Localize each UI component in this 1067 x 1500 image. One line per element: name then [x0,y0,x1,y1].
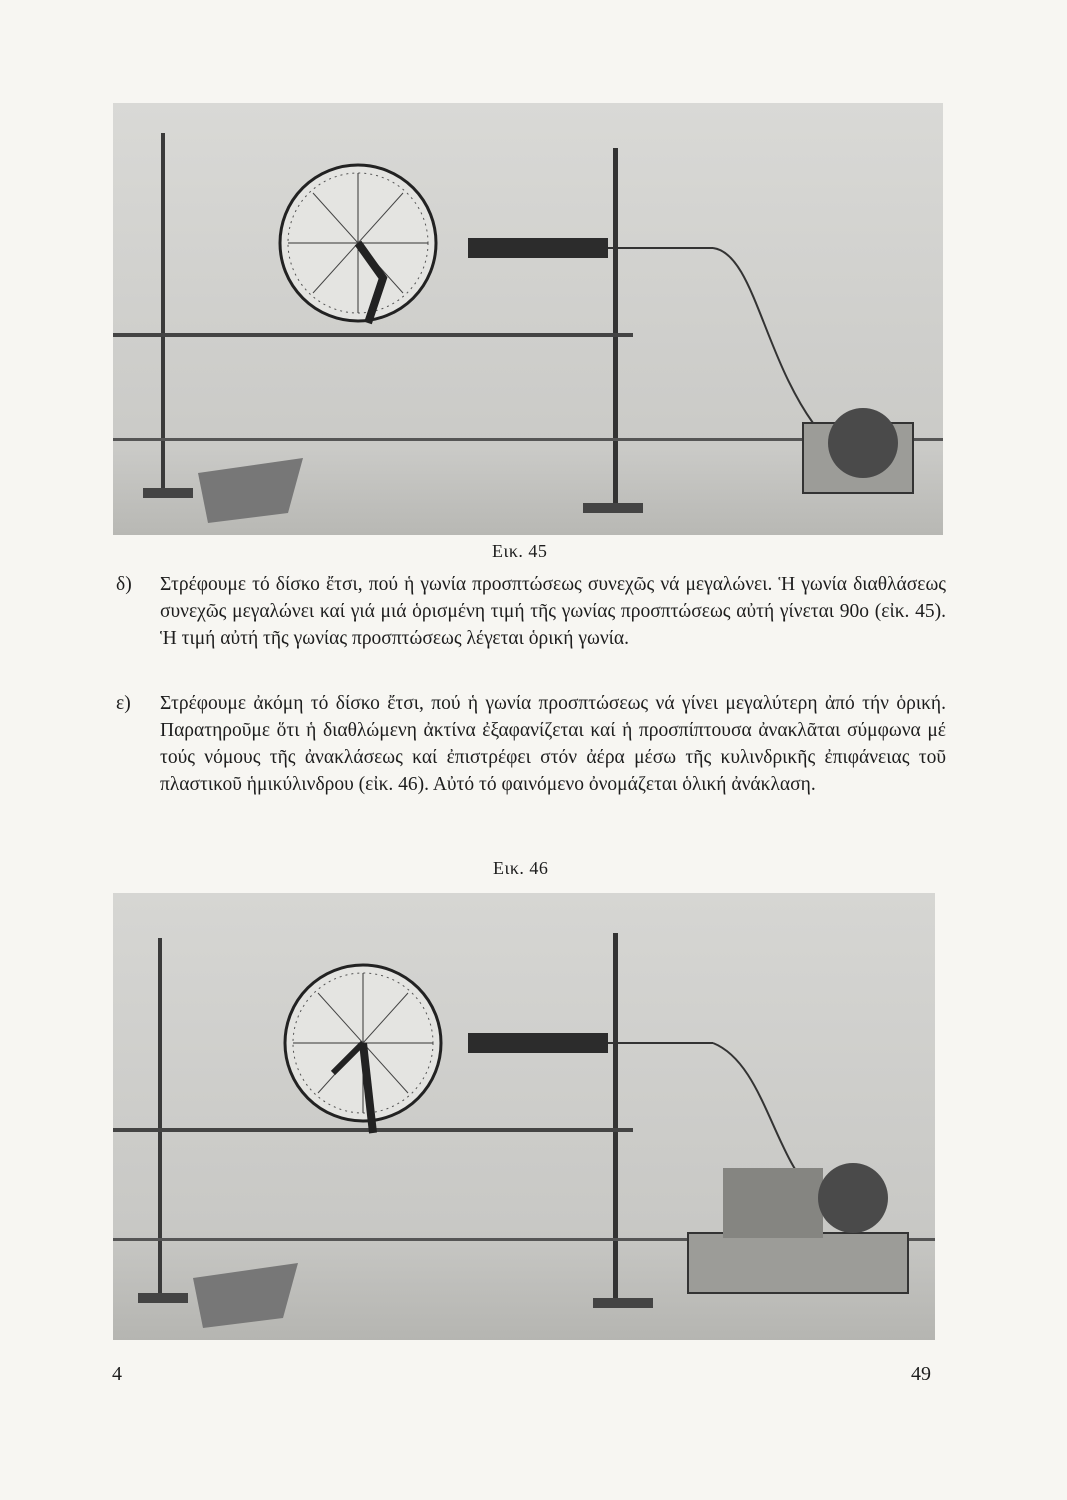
item-epsilon-label: ε) [116,693,131,714]
page-number: 49 [911,1363,931,1385]
item-delta [116,571,946,652]
figure-45-photo [113,103,943,535]
page-signature-number: 4 [112,1363,122,1385]
figure-46-photo [113,893,935,1340]
item-epsilon-text: Στρέφουμε ἀκόμη τό δίσκο ἔτσι, πού ἡ γωνία προσπτώσεως νά γίνει μεγαλύτερη ἀπό τήν ὁρική. Παρατηροῦμε ὅτι ἡ διαθλώμενη ἀκτίνα ἐξαφανίζεται καί ἡ προσπίπτουσα ἀνακλᾶται σύμφωνα μέ τούς νόμους τῆς ἀνακλάσεως καί ἐπιστρέφει στόν ἀέρα μέσω τῆς κυλινδρικῆς ἐπιφάνειας τοῦ πλαστικοῦ ἡμικύλινδρου (εἰκ. 46). Αὐτό τό φαινόμενο ὀνομάζεται ὁλική ἀνάκλαση. [160,693,946,795]
item-epsilon [116,690,946,798]
item-delta-label: δ) [116,574,132,595]
figure-45-caption: Εικ. 45 [492,541,548,561]
figure-46-caption: Εικ. 46 [493,858,549,878]
item-delta-text: Στρέφουμε τό δίσκο ἔτσι, πού ἡ γωνία προσπτώσεως συνεχῶς νά μεγαλώνει. Ἡ γωνία διαθλάσεως συνεχῶς μεγαλώνει καί γιά μιά ὁρισμένη τιμή τῆς γωνίας προσπτώσεως αὐτή γίνεται 90ο (εἰκ. 45). Ἡ τιμή αὐτή τῆς γωνίας προσπτώσεως λέγεται ὁρική γωνία. [160,574,946,649]
